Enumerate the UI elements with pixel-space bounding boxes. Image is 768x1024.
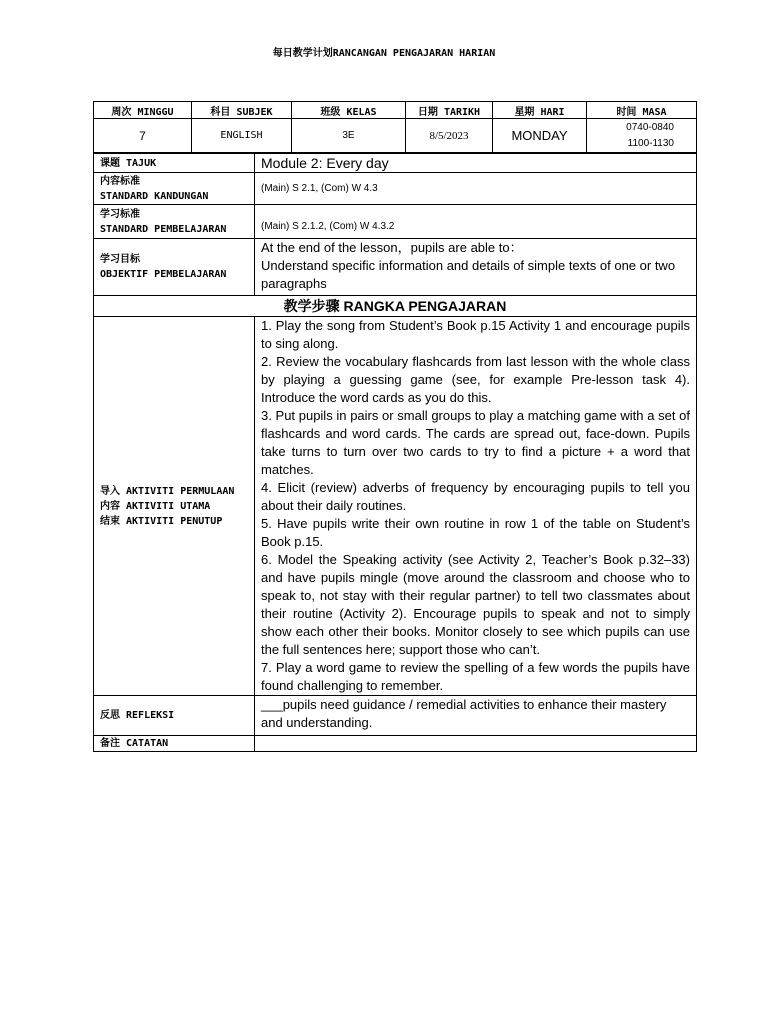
activity-step: 4. Elicit (review) adverbs of frequency by encouraging pupils to tell you about their daily routines.: [261, 480, 690, 513]
section-heading: 教学步骤 RANGKA PENGAJARAN: [94, 296, 697, 317]
class-value: 3E: [292, 119, 406, 153]
week-label: 周次 MINGGU: [94, 102, 192, 119]
activities-label-1: 导入 AKTIVITI PERMULAAN: [100, 485, 235, 497]
activity-steps: [255, 317, 697, 696]
subject-label: 科目 SUBJEK: [192, 102, 292, 119]
activity-step: 3. Put pupils in pairs or small groups to play a matching game with a set of flashcards and word cards. The cards are spread out, face-down. Pupils take turns to turn over two cards to try to find a picture + a word that matches.: [261, 408, 690, 477]
activity-step: 5. Have pupils write their own routine in row 1 of the table on Student’s Book p.15.: [261, 516, 690, 549]
learning-standard-label-ms: STANDARD PEMBELAJARAN: [100, 223, 227, 235]
activity-step: 7. Play a word game to review the spelling of a few words the pupils have found challenging to remember.: [261, 660, 690, 693]
learning-standard-label-cn: 学习标准: [100, 208, 140, 220]
content-standard-label-cn: 内容标准: [100, 175, 140, 187]
objective-text: Understand specific information and details of simple texts of one or two paragraphs: [261, 258, 676, 291]
topic-label: 课题 TAJUK: [94, 154, 255, 173]
date-label: 日期 TARIKH: [406, 102, 493, 119]
time-slot-2: 1100-1130: [627, 137, 674, 149]
time-value: [587, 119, 697, 153]
objective-value: [255, 239, 697, 296]
day-label: 星期 HARI: [493, 102, 587, 119]
activity-step: 2. Review the vocabulary flashcards from last lesson with the whole class by playing a guessing game (see, for example Pre-lesson task 4). Introduce the word cards as you do this.: [261, 354, 690, 405]
document-title: 每日教学计划RANCANGAN PENGAJARAN HARIAN: [272, 48, 496, 59]
class-label: 班级 KELAS: [292, 102, 406, 119]
objective-label-cn: 学习目标: [100, 254, 140, 265]
content-standard-value: (Main) S 2.1, (Com) W 4.3: [255, 173, 697, 205]
time-label: 时间 MASA: [587, 102, 697, 119]
reflection-value: ___pupils need guidance / remedial activities to enhance their mastery and understanding.: [255, 696, 697, 736]
reflection-label: 反思 REFLEKSI: [94, 696, 255, 736]
activities-label: [94, 317, 255, 696]
learning-standard-value: (Main) S 2.1.2, (Com) W 4.3.2: [255, 205, 697, 239]
day-value: MONDAY: [493, 119, 587, 153]
activity-step: 6. Model the Speaking activity (see Activity 2, Teacher’s Book p.32–33) and have pupils mingle (move around the classroom and choose who to speak to, not stay with their regular partner) to tell two classmates about their routine (Activity 2). Encourage pupils to speak and not to simply show each other their books. Monitor closely to see which pupils can use the full sentences here; support those who can’t.: [261, 552, 690, 657]
content-standard-label: [94, 173, 255, 205]
activities-label-2: 内容 AKTIVITI UTAMA: [100, 500, 211, 512]
topic-value: Module 2: Every day: [255, 154, 697, 173]
notes-value: [255, 736, 697, 752]
activity-step: 1. Play the song from Student’s Book p.15 Activity 1 and encourage pupils to sing along.: [261, 318, 690, 351]
objective-label: [94, 239, 255, 296]
content-standard-label-ms: STANDARD KANDUNGAN: [100, 190, 209, 202]
date-value: 8/5/2023: [406, 119, 493, 153]
learning-standard-label: [94, 205, 255, 239]
subject-value: ENGLISH: [192, 119, 292, 153]
time-slot-1: 0740-0840: [626, 121, 674, 133]
header-table: [93, 101, 697, 153]
activities-label-3: 结束 AKTIVITI PENUTUP: [100, 515, 223, 527]
objective-label-ms: OBJEKTIF PEMBELAJARAN: [100, 269, 227, 280]
week-value: 7: [94, 119, 192, 153]
notes-label: 备注 CATATAN: [94, 736, 255, 752]
lesson-plan-table: [93, 153, 697, 752]
objective-intro: At the end of the lesson，pupils are able to：: [261, 240, 523, 255]
